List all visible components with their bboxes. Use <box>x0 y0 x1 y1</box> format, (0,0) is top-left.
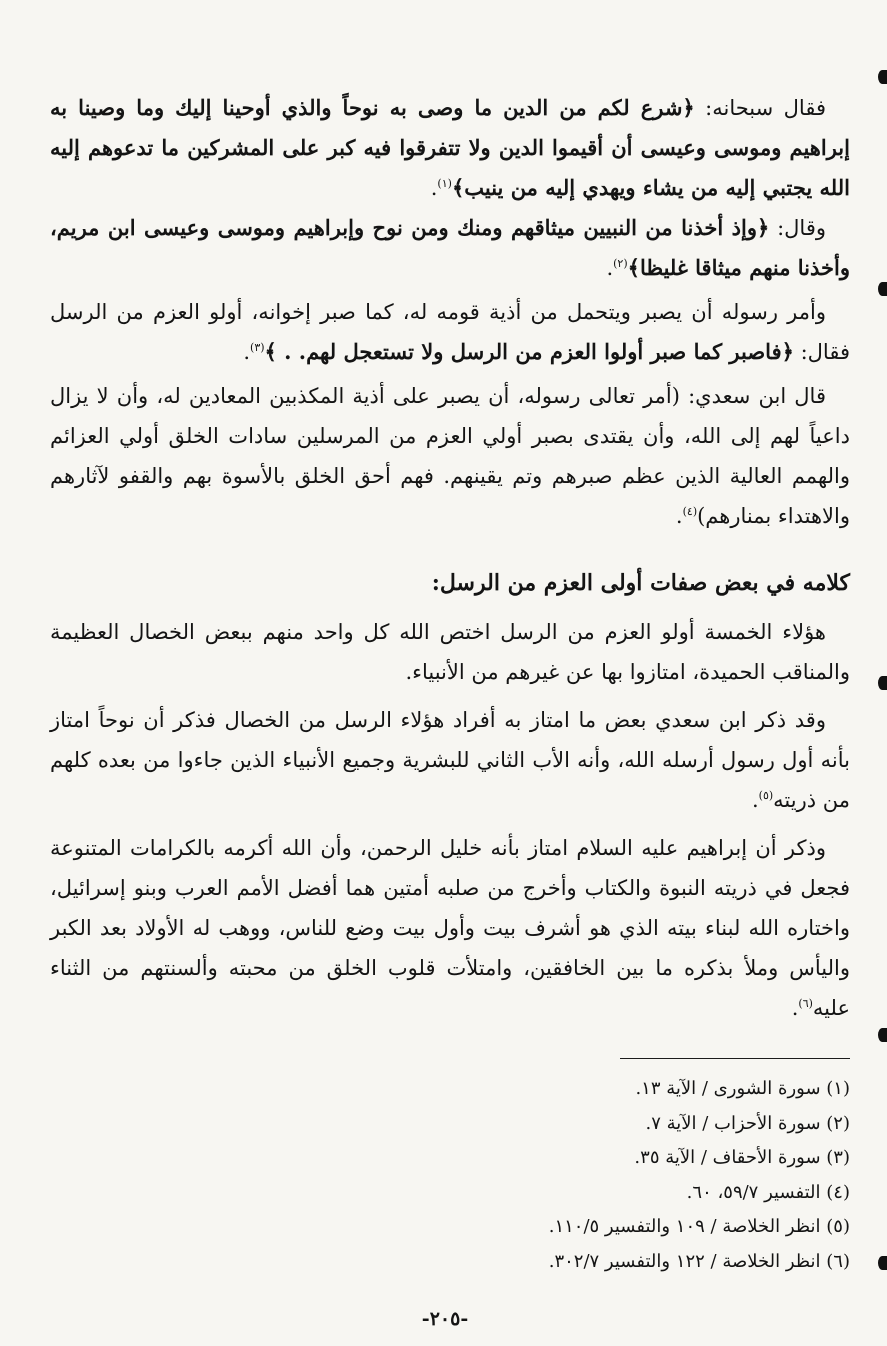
section-heading: كلامه في بعض صفات أولى العزم من الرسل: <box>431 570 850 596</box>
footnote-item <box>300 1210 850 1245</box>
paragraph <box>50 828 850 1028</box>
footnote-divider <box>620 1058 850 1059</box>
footnote-item <box>300 1141 850 1176</box>
quran-quote: ﴿وإذ أخذنا من النبيين ميثاقهم ومنك ومن نوح وإبراهيم وموسى وعيسى ابن مريم، وأخذنا منهم ميثاقا غليظا﴾ <box>50 215 850 280</box>
main-text-lower <box>50 612 850 1028</box>
paragraph <box>50 88 850 208</box>
paragraph <box>50 208 850 288</box>
footnote-reference: (٥) <box>758 789 774 802</box>
scan-edge-mark <box>878 70 887 84</box>
scan-edge-mark <box>878 282 887 296</box>
text-run: . <box>430 176 438 200</box>
footnote-reference: (٦) <box>798 997 813 1010</box>
scan-edge-mark <box>878 1028 887 1042</box>
text-run: وقال: <box>769 216 827 240</box>
footnote-number: (٣) <box>826 1147 850 1168</box>
main-text-upper <box>50 88 850 536</box>
text-run: قال ابن سعدي: (أمر تعالى رسوله، أن يصبر على أذية المكذبين المعادين له، وأن لا يزال داعياً لهم إلى الله، وأن يقتدى بصبر أولي العزم من المرسلين سادات الخلق أولي العزائم والهمم العالية الذين عظم صبرهم وتم يقينهم. فهم أحق الخلق بالأسوة بهم والقفو لآثارهم والاهتداء بمنارهم) <box>50 384 850 528</box>
footnote-reference: (٤) <box>682 505 698 518</box>
text-run: . <box>675 504 683 528</box>
text-run: . <box>606 256 614 280</box>
footnote-text: سورة الأحقاف / الآية ٣٥. <box>634 1147 821 1168</box>
scan-edge-mark <box>878 1256 887 1270</box>
footnote-reference: (٢) <box>613 257 628 270</box>
footnote-item <box>300 1072 850 1107</box>
footnote-number: (٤) <box>826 1181 850 1203</box>
footnotes <box>300 1072 850 1279</box>
paragraph <box>50 292 850 372</box>
text-run: . <box>751 788 759 812</box>
footnote-reference: (٣) <box>250 341 265 354</box>
text-run: . <box>243 340 251 364</box>
page-number: -٢٠٥- <box>421 1308 469 1330</box>
footnote-number: (١) <box>826 1078 850 1099</box>
footnote-item <box>300 1245 850 1280</box>
footnote-text: انظر الخلاصة / ١٢٢ والتفسير ٣٠٢/٧. <box>548 1250 821 1272</box>
quran-quote: ﴿شرع لكم من الدين ما وصى به نوحاً والذي أوحينا إليك وما وصينا به إبراهيم وموسى وعيسى أن أقيموا الدين ولا تتفرقوا فيه كبر على المشركين ما تدعوهم إليه الله يجتبي إليه من يشاء ويهدي إليه من ينيب﴾ <box>50 95 850 200</box>
text-run: فقال سبحانه: <box>694 96 826 120</box>
footnote-text: سورة الشورى / الآية ١٣. <box>635 1078 821 1099</box>
text-run: وأمر رسوله أن يصبر ويتحمل من أذية قومه له، كما صبر إخوانه، أولو العزم من الرسل فقال: <box>50 300 850 364</box>
footnote-text: سورة الأحزاب / الآية ٧. <box>645 1112 821 1134</box>
footnote-number: (٥) <box>826 1216 850 1237</box>
footnote-item <box>300 1107 850 1142</box>
footnote-reference: (١) <box>437 177 452 190</box>
scan-edge-mark <box>878 676 887 690</box>
quran-quote: ﴿فاصبر كما صبر أولوا العزم من الرسل ولا تستعجل لهم. . ﴾ <box>264 339 794 364</box>
footnote-number: (٦) <box>826 1250 850 1272</box>
text-run: . <box>791 996 799 1020</box>
paragraph <box>50 376 850 536</box>
footnote-item <box>300 1176 850 1211</box>
footnote-text: التفسير ٥٩/٧، ٦٠. <box>686 1181 821 1203</box>
footnote-text: انظر الخلاصة / ١٠٩ والتفسير ١١٠/٥. <box>548 1216 821 1237</box>
text-run: هؤلاء الخمسة أولو العزم من الرسل اختص الله كل واحد منهم ببعض الخصال العظيمة والمناقب الحميدة، امتازوا بها عن غيرهم من الأنبياء. <box>50 620 850 684</box>
text-run: وقد ذكر ابن سعدي بعض ما امتاز به أفراد هؤلاء الرسل من الخصال فذكر أن نوحاً امتاز بأنه أول رسول أرسله الله، وأنه الأب الثاني للبشرية وجميع الأنبياء الذين جاءوا من بعده كلهم من ذريته <box>50 708 850 812</box>
paragraph <box>50 612 850 692</box>
paragraph <box>50 700 850 820</box>
text-run: وذكر أن إبراهيم عليه السلام امتاز بأنه خليل الرحمن، وأن الله أكرمه بالكرامات المتنوعة فجعل في ذريته النبوة والكتاب وأخرج من صلبه أمتين هما أفضل الأمم العرب وبنو إسرائيل، واختاره الله لبناء بيته الذي هو أشرف بيت وأول بيت وضع للناس، ووهب له الأولاد بعد الكبر واليأس وملأ بذكره ما بين الخافقين، وامتلأت قلوب الخلق من محبته وألسنتهم من الثناء عليه <box>50 836 850 1020</box>
footnote-number: (٢) <box>826 1112 850 1134</box>
